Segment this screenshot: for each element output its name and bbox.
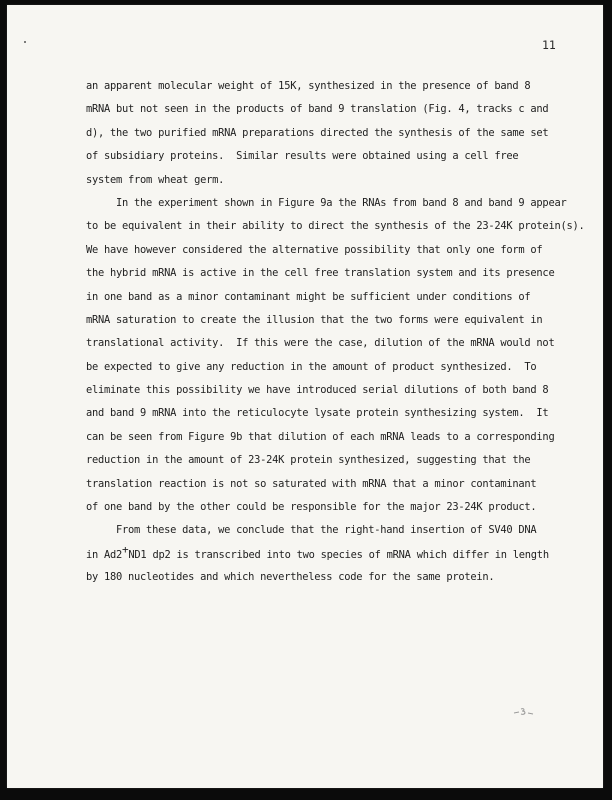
text-line: mRNA saturation to create the illusion that the two forms were equivalent in [86,313,543,326]
text-line: We have however considered the alternative possibility that only one form of [86,243,543,256]
text-line: the hybrid mRNA is active in the cell free translation system and its presence [86,267,555,280]
text-line: system from wheat germ. [86,173,225,186]
paper-speck [24,41,26,43]
superscript-plus: + [122,542,129,556]
text-line: reduction in the amount of 23-24K protein synthesized, suggesting that the [86,454,531,467]
text-line: be expected to give any reduction in the amount of product synthesized. To [86,360,537,373]
text-line: in one band as a minor contaminant might be sufficient under conditions of [86,290,531,303]
text-line: an apparent molecular weight of 15K, synthesized in the presence of band 8 [86,80,531,92]
text-line: translational activity. If this were the case, dilution of the mRNA would not [86,337,555,350]
text-line: and band 9 mRNA into the reticulocyte lysate protein synthesizing system. It [86,407,549,420]
text-fragment: ND1 dp2 is transcribed into two species of mRNA which differ in length [128,548,549,561]
paragraph-1 [86,75,586,192]
text-line: d), the two purified mRNA preparations directed the synthesis of the same set [86,126,549,139]
text-line: by 180 nucleotides and which nevertheless code for the same protein. [86,571,495,584]
text-line: of subsidiary proteins. Similar results were obtained using a cell free [86,150,519,163]
text-fragment: in Ad2 [86,548,123,561]
text-line: to be equivalent in their ability to direct the synthesis of the 23-24K protein(s). [86,220,585,233]
text-line [86,543,586,566]
text-line: In the experiment shown in Figure 9a the RNAs from band 8 and band 9 appear [86,196,567,209]
text-line: translation reaction is not so saturated with mRNA that a minor contaminant [86,477,537,490]
body-text [86,75,586,590]
page-number: 11 [542,38,556,52]
text-line: From these data, we conclude that the right-hand insertion of SV40 DNA [86,524,537,537]
paragraph-3 [86,519,586,589]
paragraph-2 [86,192,586,519]
handwritten-mark [513,705,535,717]
text-line: of one band by the other could be responsible for the major 23-24K product. [86,501,537,514]
text-line: eliminate this possibility we have introduced serial dilutions of both band 8 [86,384,549,397]
text-line: mRNA but not seen in the products of band 9 translation (Fig. 4, tracks c and [86,103,549,116]
text-line: can be seen from Figure 9b that dilution of each mRNA leads to a corresponding [86,430,555,443]
document-page [7,5,603,788]
